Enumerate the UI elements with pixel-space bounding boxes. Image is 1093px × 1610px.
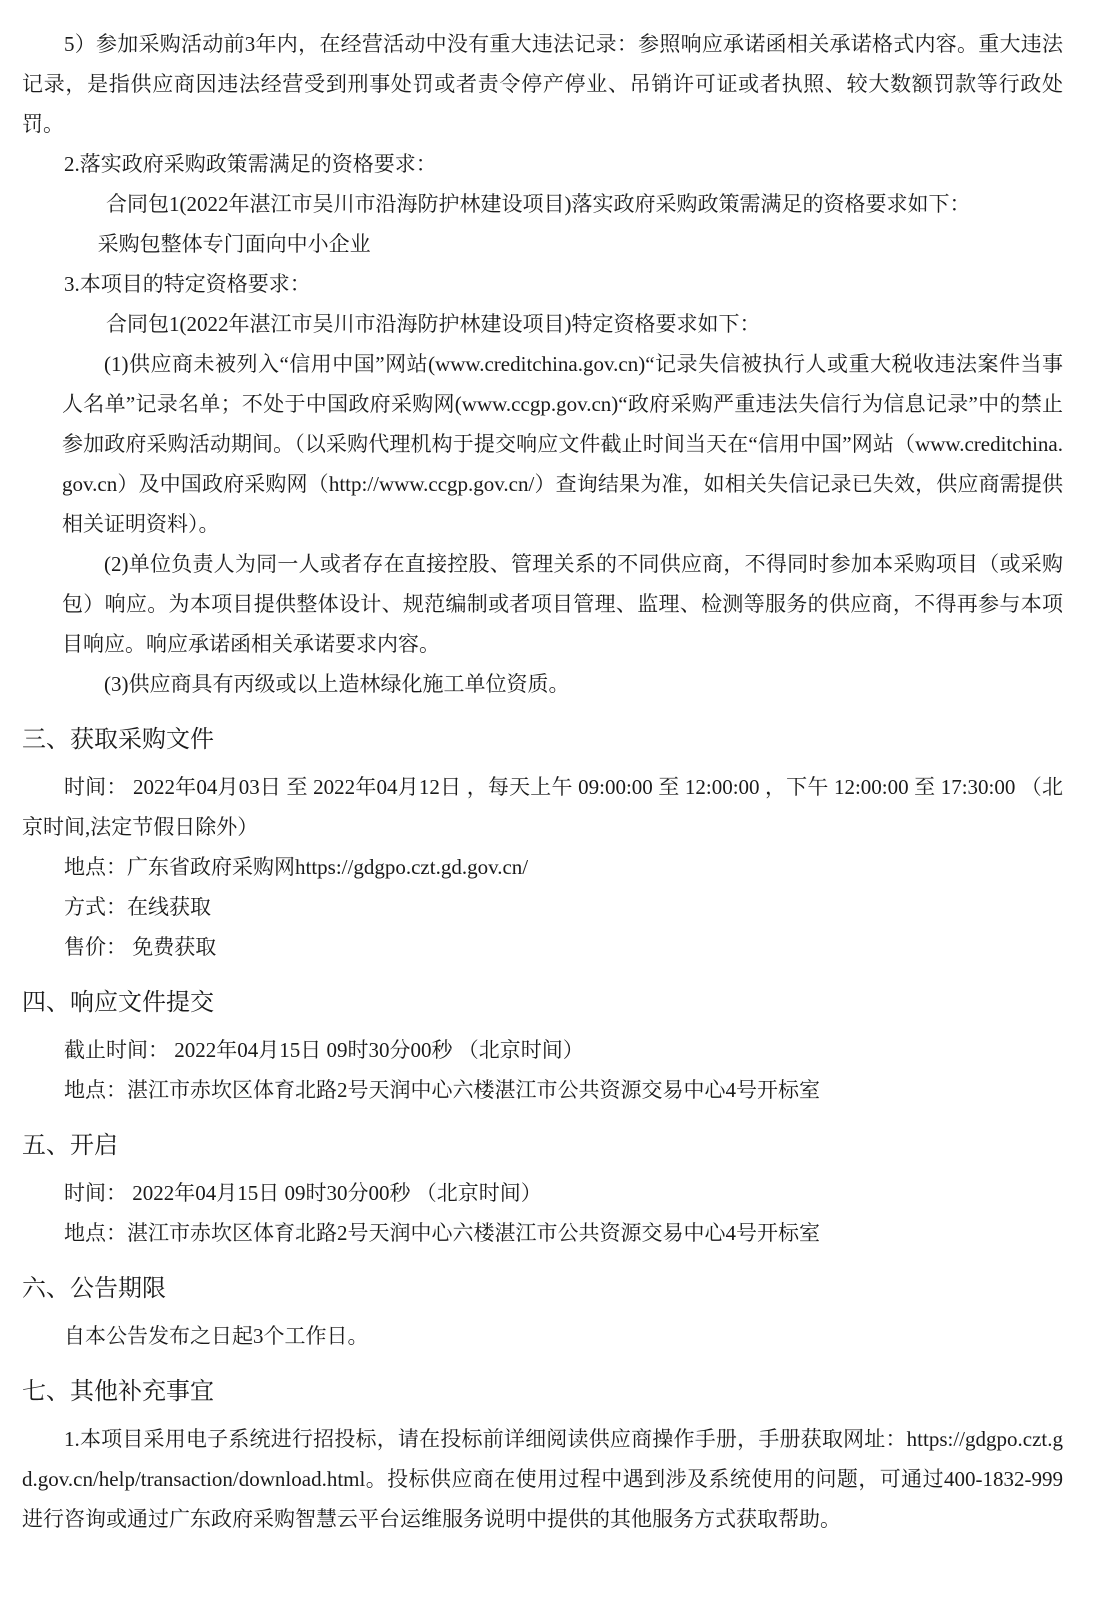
opening-location-line: 地点：湛江市赤坎区体育北路2号天润中心六楼湛江市公共资源交易中心4号开标室 — [64, 1221, 820, 1245]
paragraph-specific-item-3-qualification: (3)供应商具有丙级或以上造林绿化施工单位资质。 — [104, 672, 570, 696]
opening-time-line: 时间： 2022年04月15日 09时30分00秒 （北京时间） — [64, 1181, 542, 1205]
section-heading-other-matters: 七、其他补充事宜 — [22, 1379, 214, 1405]
paragraph-specific-contract-package: 合同包1(2022年湛江市吴川市沿海防护林建设项目)特定资格要求如下： — [106, 312, 761, 336]
paragraph-major-violation-record: 5）参加采购活动前3年内，在经营活动中没有重大违法记录：参照响应承诺函相关承诺格式内容。重大违法记录，是指供应商因违法经营受到刑事处罚或者责令停产停业、吊销许可证或者执照、较大数额罚款等行政处罚。 — [22, 32, 1063, 136]
submission-location-line: 地点：湛江市赤坎区体育北路2号天润中心六楼湛江市公共资源交易中心4号开标室 — [64, 1078, 820, 1102]
announcement-period-line: 自本公告发布之日起3个工作日。 — [64, 1324, 369, 1348]
obtain-method-line: 方式：在线获取 — [64, 895, 211, 919]
section-heading-opening: 五、开启 — [22, 1133, 118, 1159]
other-matters-paragraph: 1.本项目采用电子系统进行招投标，请在投标前详细阅读供应商操作手册，手册获取网址：https://gdgpo.czt.gd.gov.cn/help/transaction/download.html。投标供应商在使用过程中遇到涉及系统使用的问题，可通过400-1832-999进行咨询或通过广东政府采购智慧云平台运维服务说明中提供的其他服务方式获取帮助。 — [22, 1427, 1063, 1531]
paragraph-policy-contract-package: 合同包1(2022年湛江市吴川市沿海防护林建设项目)落实政府采购政策需满足的资格要求如下： — [106, 192, 971, 216]
paragraph-policy-sme-detail: 采购包整体专门面向中小企业 — [97, 232, 371, 256]
paragraph-specific-item-2-same-person: (2)单位负责人为同一人或者存在直接控股、管理关系的不同供应商，不得同时参加本采购项目（或采购包）响应。为本项目提供整体设计、规范编制或者项目管理、监理、检测等服务的供应商，不得再参与本项目响应。响应承诺函相关承诺要求内容。 — [62, 552, 1063, 656]
section-heading-announcement-period: 六、公告期限 — [22, 1276, 166, 1302]
obtain-location-line: 地点：广东省政府采购网https://gdgpo.czt.gd.gov.cn/ — [64, 855, 529, 879]
procurement-announcement-body — [22, 24, 1063, 1539]
obtain-price-line: 售价： 免费获取 — [64, 935, 217, 959]
paragraph-specific-item-1-credit-china: (1)供应商未被列入“信用中国”网站(www.creditchina.gov.cn)“记录失信被执行人或重大税收违法案件当事人名单”记录名单；不处于中国政府采购网(www.ccgp.gov.cn)“政府采购严重违法失信行为信息记录”中的禁止参加政府采购活动期间。（以采购代理机构于提交响应文件截止时间当天在“信用中国”网站（www.creditchina.gov.cn）及中国政府采购网（http://www.ccgp.gov.cn/）查询结果为准，如相关失信记录已失效，供应商需提供相关证明资料）。 — [62, 352, 1063, 536]
paragraph-policy-requirements-heading: 2.落实政府采购政策需满足的资格要求： — [64, 152, 437, 176]
paragraph-specific-requirements-heading: 3.本项目的特定资格要求： — [64, 272, 311, 296]
obtain-time-line: 时间： 2022年04月03日 至 2022年04月12日 ，每天上午 09:00:00 至 12:00:00 ，下午 12:00:00 至 17:30:00 （北京时间,法定节假日除外） — [22, 775, 1063, 839]
submission-deadline-line: 截止时间： 2022年04月15日 09时30分00秒 （北京时间） — [64, 1038, 584, 1062]
section-heading-obtain-documents: 三、获取采购文件 — [22, 727, 214, 753]
section-heading-response-submission: 四、响应文件提交 — [22, 990, 214, 1016]
